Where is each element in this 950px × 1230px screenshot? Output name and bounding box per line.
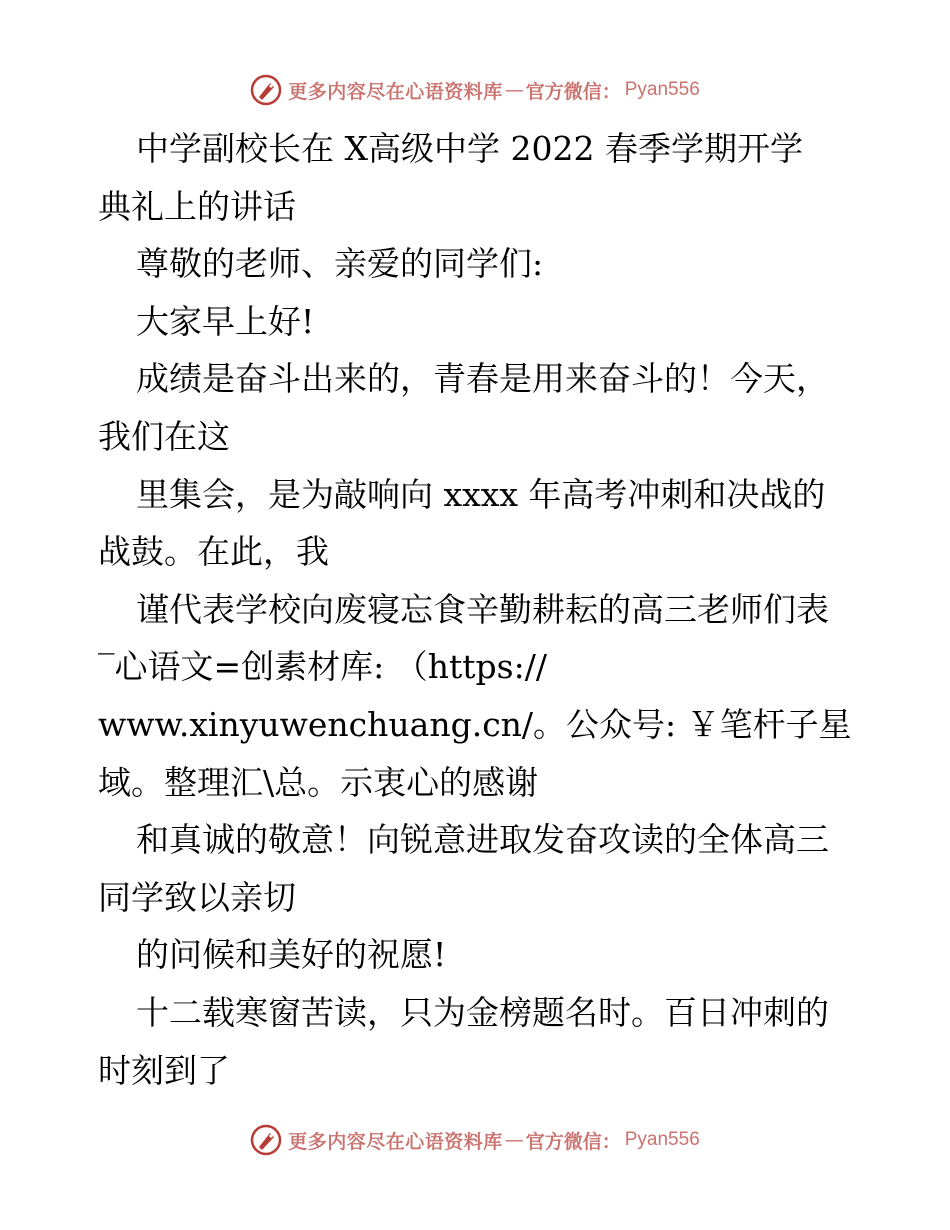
footer-banner	[0, 1120, 950, 1160]
document-line: 成绩是奋斗出来的，青春是用来奋斗的！今天，	[136, 359, 829, 399]
banner-dash: —	[504, 1129, 524, 1151]
pen-nib-logo-icon	[250, 74, 282, 106]
document-line: ‾心语文=创素材库: （https://	[98, 647, 547, 687]
document-line: 的问候和美好的祝愿!	[136, 935, 447, 975]
banner-wechat-label: 官方微信：	[525, 1130, 621, 1153]
banner-brand-text: 更多内容尽在心语资料库	[288, 80, 503, 103]
document-line: 尊敬的老师、亲爱的同学们:	[136, 244, 544, 284]
document-body	[98, 120, 858, 1099]
document-line: 我们在这	[98, 416, 230, 456]
document-line: 大家早上好!	[136, 301, 315, 341]
document-line: 典礼上的讲话	[98, 186, 296, 226]
banner-dash: —	[504, 79, 524, 101]
banner-wechat-label: 官方微信：	[525, 80, 621, 103]
document-line: 中学副校长在 X高级中学 2022 春季学期开学	[136, 129, 803, 168]
header-banner	[0, 70, 950, 110]
document-line: www.xinyuwenchuang.cn/。公众号: ￥笔杆子星	[98, 704, 852, 744]
pen-nib-logo-icon	[250, 1124, 282, 1156]
document-line: 十二载寒窗苦读，只为金榜题名时。百日冲刺的	[136, 992, 829, 1032]
document-line: 和真诚的敬意！向锐意进取发奋攻读的全体高三	[136, 820, 829, 860]
document-line: 同学致以亲切	[98, 877, 296, 917]
document-line: 时刻到了	[98, 1050, 230, 1090]
banner-wechat-id: Pyan556	[624, 79, 700, 100]
document-line: 谨代表学校向废寝忘食辛勤耕耘的高三老师们表	[136, 589, 829, 629]
document-line: 域。整理汇\总。示衷心的感谢	[98, 762, 539, 802]
banner-wechat-id: Pyan556	[624, 1129, 700, 1150]
document-line: 里集会，是为敲响向 xxxx 年高考冲刺和决战的	[136, 474, 826, 514]
document-line: 战鼓。在此，我	[98, 532, 329, 572]
banner-brand-text: 更多内容尽在心语资料库	[288, 1130, 503, 1153]
